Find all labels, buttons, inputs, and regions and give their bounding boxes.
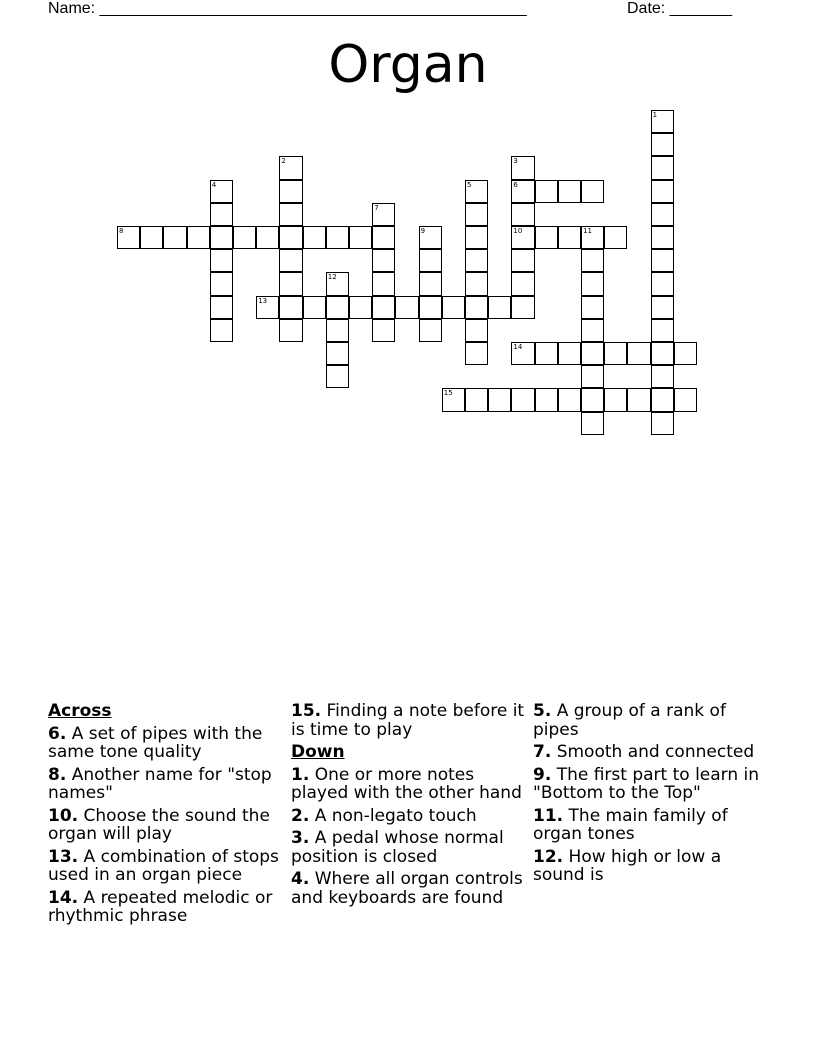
- across-heading: Across: [48, 701, 112, 721]
- clue-text: A set of pipes with the same tone quality: [48, 723, 263, 762]
- cell-number: 10: [513, 227, 523, 235]
- clue-column-2: [291, 702, 526, 911]
- down-clue-2: [291, 807, 526, 826]
- crossword-cell[interactable]: [604, 342, 627, 365]
- clue-text: A combination of stops used in an organ piece: [48, 846, 279, 885]
- crossword-cell[interactable]: [465, 319, 488, 342]
- crossword-cell[interactable]: [303, 296, 326, 319]
- crossword-cell[interactable]: [279, 296, 302, 319]
- cell-number: 7: [374, 203, 379, 212]
- clue-number: 10.: [48, 805, 79, 826]
- name-field-label: Name: ________________________________________________: [48, 0, 527, 17]
- crossword-cell[interactable]: [511, 342, 534, 365]
- crossword-cell[interactable]: [349, 226, 372, 249]
- page-title: Organ: [328, 35, 488, 95]
- across-clue-6: [48, 725, 280, 762]
- crossword-cell[interactable]: [372, 226, 395, 249]
- crossword-cell[interactable]: [511, 156, 534, 179]
- crossword-cell[interactable]: [651, 226, 674, 249]
- crossword-cell[interactable]: [372, 272, 395, 295]
- cell-number: 4: [211, 180, 217, 189]
- cell-number: 8: [119, 227, 124, 235]
- crossword-cell[interactable]: [651, 388, 674, 411]
- crossword-cell[interactable]: [581, 226, 604, 249]
- clue-text: How high or low a sound is: [533, 846, 722, 885]
- cell-number: 1: [652, 111, 658, 119]
- clue-number: 1.: [291, 764, 310, 785]
- crossword-cell[interactable]: [210, 203, 233, 226]
- crossword-cell[interactable]: [279, 180, 302, 203]
- crossword-cell[interactable]: [279, 272, 302, 295]
- crossword-cell[interactable]: [651, 180, 674, 203]
- across-clue-15: [291, 702, 526, 739]
- crossword-cell[interactable]: [581, 342, 604, 365]
- down-clue-11: [533, 807, 763, 844]
- down-clue-1: [291, 766, 526, 803]
- crossword-cell[interactable]: [465, 272, 488, 295]
- crossword-cell[interactable]: [535, 388, 558, 411]
- clue-text: A non-legato touch: [314, 805, 477, 826]
- clue-column-1: [48, 702, 280, 930]
- crossword-cell[interactable]: [535, 226, 558, 249]
- cell-number: 5: [467, 180, 472, 189]
- down-clue-5: [533, 702, 763, 739]
- across-clue-14: [48, 889, 280, 926]
- crossword-cell[interactable]: [581, 249, 604, 272]
- crossword-cell[interactable]: [256, 226, 279, 249]
- crossword-cell[interactable]: [627, 342, 650, 365]
- crossword-cell[interactable]: [511, 272, 534, 295]
- clue-number: 12.: [533, 846, 564, 867]
- crossword-cell[interactable]: [511, 388, 534, 411]
- clue-text: Choose the sound the organ will play: [48, 805, 270, 844]
- crossword-cell[interactable]: [210, 226, 233, 249]
- crossword-cell[interactable]: [651, 110, 674, 133]
- clue-text: The first part to learn in "Bottom to the Top": [533, 764, 760, 803]
- crossword-cell[interactable]: [279, 319, 302, 342]
- crossword-cell[interactable]: [140, 226, 163, 249]
- cell-number: 6: [513, 180, 518, 189]
- crossword-cell[interactable]: [210, 296, 233, 319]
- cell-number: 3: [513, 157, 518, 166]
- clue-number: 11.: [533, 805, 564, 826]
- crossword-cell[interactable]: [558, 180, 581, 203]
- crossword-cell[interactable]: [604, 388, 627, 411]
- crossword-cell[interactable]: [279, 156, 302, 179]
- clue-number: 13.: [48, 846, 79, 867]
- clue-text: A repeated melodic or rhythmic phrase: [48, 887, 273, 926]
- crossword-cell[interactable]: [604, 226, 627, 249]
- crossword-cell[interactable]: [442, 388, 465, 411]
- crossword-cell[interactable]: [558, 388, 581, 411]
- clue-number: 5.: [533, 701, 552, 721]
- crossword-cell[interactable]: [535, 180, 558, 203]
- down-clue-4: [291, 870, 526, 907]
- crossword-cell[interactable]: [442, 296, 465, 319]
- crossword-cell[interactable]: [419, 226, 442, 249]
- crossword-cell[interactable]: [210, 272, 233, 295]
- clue-text: Another name for "stop names": [48, 764, 272, 803]
- crossword-cell[interactable]: [651, 272, 674, 295]
- across-clue-8: [48, 766, 280, 803]
- crossword-cell[interactable]: [511, 180, 534, 203]
- crossword-cell[interactable]: [465, 296, 488, 319]
- crossword-cell[interactable]: [581, 319, 604, 342]
- date-field-label: Date: _______: [627, 0, 732, 17]
- clue-number: 14.: [48, 887, 79, 908]
- crossword-cell[interactable]: [372, 296, 395, 319]
- crossword-cell[interactable]: [581, 296, 604, 319]
- across-clue-10: [48, 807, 280, 844]
- across-clue-13: [48, 848, 280, 885]
- crossword-cell[interactable]: [651, 319, 674, 342]
- crossword-cell[interactable]: [326, 272, 349, 295]
- crossword-cell[interactable]: [465, 388, 488, 411]
- cell-number: 13: [258, 296, 268, 305]
- clue-text: Smooth and connected: [556, 742, 755, 762]
- clue-text: A pedal whose normal position is closed: [291, 828, 504, 867]
- crossword-cell[interactable]: [511, 296, 534, 319]
- clue-text: A group of a rank of pipes: [533, 701, 726, 740]
- crossword-cell[interactable]: [187, 226, 210, 249]
- crossword-cell[interactable]: [651, 342, 674, 365]
- clue-number: 4.: [291, 869, 310, 889]
- crossword-cell[interactable]: [651, 365, 674, 388]
- down-clue-9: [533, 766, 763, 803]
- crossword-cell[interactable]: [210, 180, 233, 203]
- cell-number: 9: [420, 227, 426, 235]
- crossword-cell[interactable]: [558, 226, 581, 249]
- crossword-cell[interactable]: [372, 203, 395, 226]
- crossword-cell[interactable]: [233, 226, 256, 249]
- crossword-cell[interactable]: [419, 249, 442, 272]
- crossword-cell[interactable]: [581, 388, 604, 411]
- crossword-cell[interactable]: [256, 296, 279, 319]
- crossword-cell[interactable]: [581, 272, 604, 295]
- crossword-cell[interactable]: [558, 342, 581, 365]
- crossword-grid: [0, 0, 816, 460]
- down-heading: Down: [291, 742, 345, 762]
- crossword-cell[interactable]: [581, 180, 604, 203]
- crossword-cell[interactable]: [326, 226, 349, 249]
- crossword-cell[interactable]: [372, 319, 395, 342]
- crossword-cell[interactable]: [651, 249, 674, 272]
- crossword-cell[interactable]: [303, 226, 326, 249]
- crossword-cell[interactable]: [419, 296, 442, 319]
- crossword-cell[interactable]: [651, 203, 674, 226]
- cell-number: 11: [583, 227, 592, 235]
- crossword-cell[interactable]: [627, 388, 650, 411]
- crossword-cell[interactable]: [488, 388, 511, 411]
- clue-number: 8.: [48, 764, 67, 785]
- crossword-cell[interactable]: [372, 249, 395, 272]
- crossword-cell[interactable]: [511, 203, 534, 226]
- crossword-cell[interactable]: [210, 319, 233, 342]
- clue-text: Where all organ controls and keyboards are found: [291, 869, 523, 908]
- crossword-cell[interactable]: [326, 319, 349, 342]
- crossword-cell[interactable]: [279, 203, 302, 226]
- crossword-cell[interactable]: [488, 296, 511, 319]
- clue-number: 7.: [533, 742, 552, 762]
- crossword-cell[interactable]: [511, 226, 534, 249]
- crossword-cell[interactable]: [511, 249, 534, 272]
- clue-number: 2.: [291, 805, 310, 826]
- crossword-cell[interactable]: [326, 342, 349, 365]
- clue-text: One or more notes played with the other hand: [291, 764, 522, 803]
- crossword-cell[interactable]: [349, 296, 372, 319]
- crossword-cell[interactable]: [419, 272, 442, 295]
- crossword-cell[interactable]: [117, 226, 140, 249]
- cell-number: 14: [513, 343, 523, 351]
- cell-number: 15: [443, 389, 453, 398]
- crossword-cell[interactable]: [674, 342, 697, 365]
- crossword-cell[interactable]: [465, 249, 488, 272]
- crossword-cell[interactable]: [651, 412, 674, 435]
- crossword-cell[interactable]: [419, 319, 442, 342]
- cell-number: 12: [327, 273, 337, 282]
- crossword-cell[interactable]: [326, 365, 349, 388]
- crossword-cell[interactable]: [279, 249, 302, 272]
- crossword-cell[interactable]: [210, 249, 233, 272]
- clue-text: The main family of organ tones: [533, 805, 728, 844]
- down-clue-12: [533, 848, 763, 885]
- crossword-cell[interactable]: [535, 342, 558, 365]
- crossword-cell[interactable]: [163, 226, 186, 249]
- crossword-cell[interactable]: [581, 412, 604, 435]
- crossword-cell[interactable]: [651, 156, 674, 179]
- crossword-cell[interactable]: [465, 203, 488, 226]
- crossword-cell[interactable]: [326, 296, 349, 319]
- crossword-cell[interactable]: [279, 226, 302, 249]
- crossword-cell[interactable]: [581, 365, 604, 388]
- down-clue-3: [291, 829, 526, 866]
- clue-number: 6.: [48, 723, 67, 744]
- crossword-cell[interactable]: [651, 296, 674, 319]
- clue-column-3: [533, 702, 763, 889]
- clue-text: Finding a note before it is time to play: [291, 701, 525, 740]
- crossword-cell[interactable]: [395, 296, 418, 319]
- clue-number: 15.: [291, 701, 322, 721]
- crossword-cell[interactable]: [465, 180, 488, 203]
- crossword-cell[interactable]: [651, 133, 674, 156]
- crossword-cell[interactable]: [465, 342, 488, 365]
- cell-number: 2: [281, 157, 286, 166]
- crossword-cell[interactable]: [465, 226, 488, 249]
- clue-number: 9.: [533, 764, 552, 785]
- down-clue-7: [533, 743, 763, 762]
- crossword-cell[interactable]: [674, 388, 697, 411]
- clue-number: 3.: [291, 828, 310, 848]
